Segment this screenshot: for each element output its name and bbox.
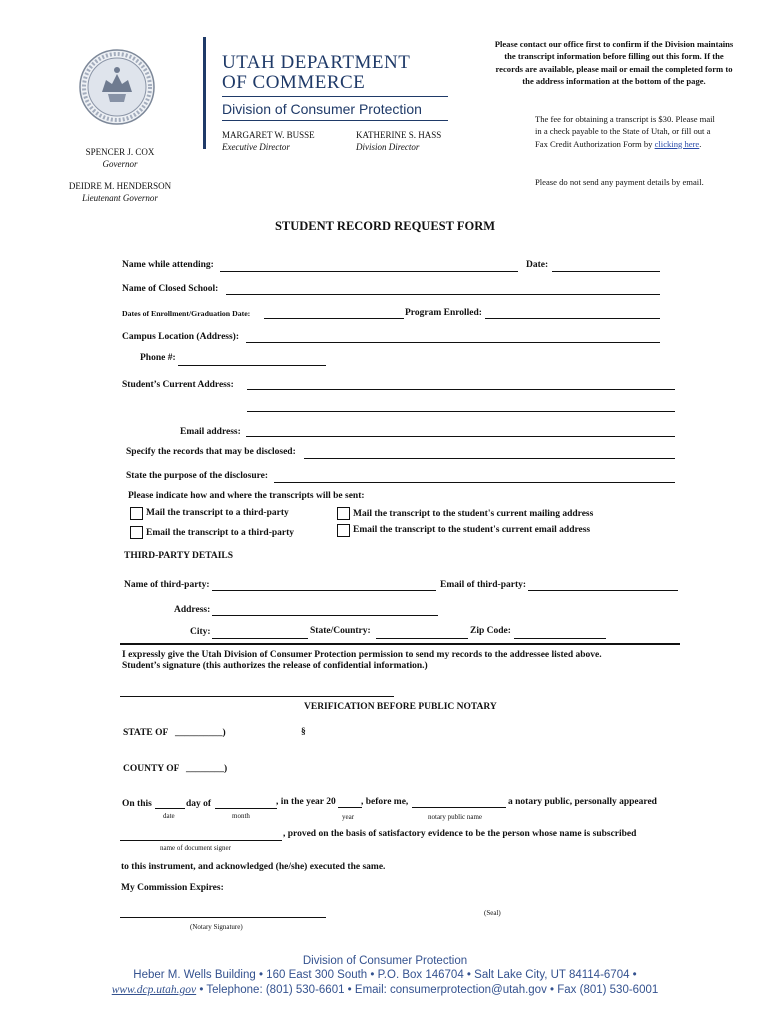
- notary-public-label: a notary public, personally appeared: [508, 797, 657, 807]
- third-party-name-field[interactable]: [212, 590, 436, 591]
- third-party-heading: THIRD-PARTY DETAILS: [124, 551, 234, 561]
- division-name: Division of Consumer Protection: [222, 101, 422, 117]
- date-field[interactable]: [552, 271, 660, 272]
- notary-name-caption: notary public name: [428, 813, 483, 821]
- notary-heading: VERIFICATION BEFORE PUBLIC NOTARY: [304, 702, 497, 712]
- state-of-label: STATE OF: [123, 728, 169, 738]
- enrollment-dates-field[interactable]: [264, 318, 404, 319]
- date-label: Date:: [526, 260, 549, 270]
- phone-label: Phone #:: [140, 353, 176, 363]
- notary-year-field[interactable]: [338, 807, 362, 808]
- city-field[interactable]: [212, 638, 308, 639]
- seal-icon: [78, 48, 156, 126]
- fee-notice: [535, 113, 715, 150]
- third-party-email-label: Email of third-party:: [440, 580, 527, 590]
- footer-contact: • Telephone: (801) 530-6601 • Email: consumerprotection@utah.gov • Fax (801) 530-6001: [199, 984, 659, 996]
- county-of-blank[interactable]: ________): [186, 764, 228, 774]
- email-field[interactable]: [246, 436, 675, 437]
- division-director-name: KATHERINE S. HASS: [356, 130, 442, 140]
- third-party-email-field[interactable]: [528, 590, 678, 591]
- notary-month-field[interactable]: [215, 808, 277, 809]
- mail-student-label: Mail the transcript to the student's current mailing address: [353, 509, 594, 519]
- contact-notice: Please contact our office first to confirm if the Division maintains the transcript information before filling out this form. If the records are available, please mail or email the completed form to the address information at the bottom of the page.: [494, 39, 734, 87]
- fee-end: .: [699, 138, 702, 149]
- commission-label: My Commission Expires:: [121, 883, 224, 893]
- name-attending-field[interactable]: [220, 271, 518, 272]
- document-signer-field[interactable]: [120, 840, 282, 841]
- division-underline: [222, 120, 448, 121]
- notary-signature-field[interactable]: [120, 917, 326, 918]
- closed-school-label: Name of Closed School:: [122, 284, 219, 294]
- third-party-name-label: Name of third-party:: [124, 580, 210, 590]
- in-year-label: , in the year 20: [276, 797, 336, 807]
- notary-name-field[interactable]: [412, 807, 506, 808]
- exec-director-name: MARGARET W. BUSSE: [222, 130, 315, 140]
- signature-instruction: Student’s signature (this authorizes the release of confidential information.): [122, 661, 428, 671]
- zip-field[interactable]: [514, 638, 606, 639]
- address-field[interactable]: [212, 615, 438, 616]
- before-me-label: , before me,: [361, 797, 409, 807]
- payment-notice: Please do not send any payment details by email.: [535, 177, 704, 187]
- lt-governor-title: Lieutenant Governor: [82, 193, 158, 203]
- campus-field[interactable]: [246, 342, 660, 343]
- current-address-label: Student’s Current Address:: [122, 380, 234, 390]
- consent-statement: I expressly give the Utah Division of Consumer Protection permission to send my records to the addressee listed above.: [122, 650, 602, 660]
- notary-date-field[interactable]: [155, 808, 185, 809]
- division-director-title: Division Director: [356, 142, 420, 152]
- instrument-statement: to this instrument, and acknowledged (he/she) executed the same.: [121, 862, 386, 872]
- county-of-label: COUNTY OF: [123, 764, 180, 774]
- fee-text: The fee for obtaining a transcript is $30. Please mail in a check payable to the State of Utah, or fill out a Fax Credit Authorization Form by: [535, 114, 715, 149]
- state-country-field[interactable]: [376, 638, 468, 639]
- month-caption: month: [232, 812, 250, 820]
- address-label: Address:: [174, 605, 211, 615]
- seal-caption: (Seal): [484, 909, 501, 917]
- state-of-blank[interactable]: __________): [175, 728, 226, 738]
- exec-director-title: Executive Director: [222, 142, 290, 152]
- state-seal: [78, 48, 156, 126]
- program-label: Program Enrolled:: [405, 308, 482, 318]
- footer-address: Heber M. Wells Building • 160 East 300 South • P.O. Box 146704 • Salt Lake City, UT 84114-6704 •: [133, 969, 637, 981]
- mail-third-party-label: Mail the transcript to a third-party: [146, 508, 289, 518]
- lt-governor-name: DEIDRE M. HENDERSON: [68, 181, 172, 191]
- date-caption: date: [163, 812, 175, 820]
- agency-underline: [222, 96, 448, 97]
- day-of-label: day of: [186, 799, 212, 809]
- email-student-label: Email the transcript to the student's current email address: [353, 525, 591, 535]
- section-divider: [120, 643, 680, 645]
- signer-caption: name of document signer: [160, 844, 231, 852]
- agency-name-line1: UTAH DEPARTMENT: [222, 52, 411, 73]
- phone-field[interactable]: [178, 365, 326, 366]
- current-address-field[interactable]: [247, 389, 675, 390]
- email-third-party-label: Email the transcript to a third-party: [146, 528, 295, 538]
- current-address-field-2[interactable]: [247, 411, 675, 412]
- city-label: City:: [190, 627, 211, 637]
- name-attending-label: Name while attending:: [122, 260, 214, 270]
- records-field[interactable]: [304, 458, 675, 459]
- header-divider: [203, 37, 206, 149]
- campus-label: Campus Location (Address):: [122, 332, 240, 342]
- section-symbol: §: [301, 727, 306, 737]
- student-signature-field[interactable]: [120, 696, 394, 697]
- governor-title: Governor: [102, 159, 138, 169]
- governor-name: SPENCER J. COX: [85, 147, 155, 157]
- mail-student-checkbox[interactable]: [337, 507, 350, 520]
- footer-division: Division of Consumer Protection: [302, 955, 468, 967]
- delivery-instructions: Please indicate how and where the transcripts will be sent:: [128, 491, 365, 501]
- form-title: STUDENT RECORD REQUEST FORM: [274, 219, 496, 233]
- on-this-label: On this: [122, 799, 152, 809]
- enrollment-dates-label: Dates of Enrollment/Graduation Date:: [122, 309, 251, 318]
- website-link[interactable]: www.dcp.utah.gov: [111, 984, 197, 996]
- year-caption: year: [342, 813, 355, 821]
- notary-signature-caption: (Notary Signature): [190, 923, 243, 931]
- program-field[interactable]: [485, 318, 660, 319]
- fax-form-link[interactable]: clicking here: [654, 138, 700, 149]
- state-country-label: State/Country:: [310, 626, 371, 636]
- footer-contact-line: [0, 984, 770, 996]
- closed-school-field[interactable]: [226, 294, 660, 295]
- mail-third-party-checkbox[interactable]: [130, 507, 143, 520]
- agency-name-line2: OF COMMERCE: [222, 72, 366, 93]
- purpose-field[interactable]: [274, 482, 675, 483]
- email-third-party-checkbox[interactable]: [130, 526, 143, 539]
- email-student-checkbox[interactable]: [337, 524, 350, 537]
- purpose-label: State the purpose of the disclosure:: [126, 471, 269, 481]
- zip-label: Zip Code:: [470, 626, 511, 636]
- records-label: Specify the records that may be disclosed:: [126, 447, 296, 457]
- email-label: Email address:: [180, 427, 241, 437]
- proved-statement: , proved on the basis of satisfactory evidence to be the person whose name is subscribed: [283, 829, 637, 839]
